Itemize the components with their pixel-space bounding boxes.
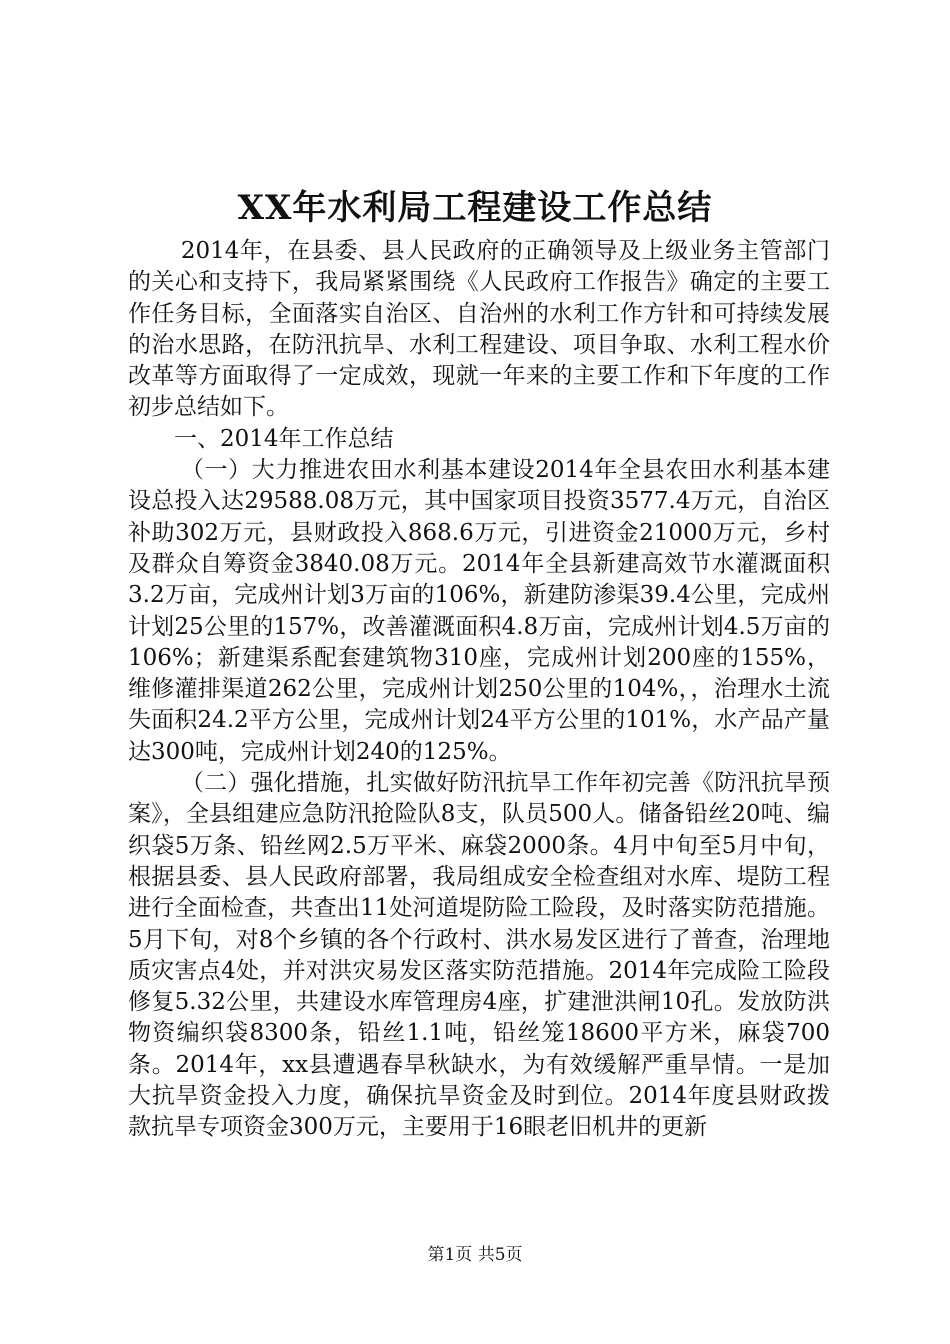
- intro-paragraph: 2014年，在县委、县人民政府的正确领导及上级业务主管部门的关心和支持下，我局紧紧围绕《人民政府工作报告》确定的主要工作任务目标，全面落实自治区、自治州的水利工作方针和可持续发展的治水思路，在防汛抗旱、水利工程建设、项目争取、水利工程水价改革等方面取得了一定成效，现就一年来的主要工作和下年度的工作初步总结如下。: [128, 238, 830, 421]
- section-heading: 一、2014年工作总结: [174, 425, 394, 452]
- document-body: [128, 236, 830, 1144]
- document-title: XX年水利局工程建设工作总结: [237, 188, 713, 228]
- page-number-footer: 第1页 共5页: [427, 1245, 523, 1265]
- section-2-paragraph: （二）强化措施，扎实做好防汛抗旱工作年初完善《防汛抗旱预案》，全县组建应急防汛抢险队8支，队员500人。储备铅丝20吨、编织袋5万条、铅丝网2.5万平米、麻袋2000条。4月中旬至5月中旬，根据县委、县人民政府部署，我局组成安全检查组对水库、堤防工程进行全面检查，共查出11处河道堤防险工险段，及时落实防范措施。5月下旬，对8个乡镇的各个行政村、洪水易发区进行了普查，治理地质灾害点4处，并对洪灾易发区落实防范措施。2014年完成险工险段修复5.32公里，共建设水库管理房4座，扩建泄洪闸10孔。发放防洪物资编织袋8300条，铅丝1.1吨，铅丝笼18600平方米，麻袋700条。2014年，xx县遭遇春旱秋缺水，为有效缓解严重旱情。一是加大抗旱资金投入力度，确保抗旱资金及时到位。2014年度县财政拨款抗旱专项资金300万元，主要用于16眼老旧机井的更新: [128, 770, 830, 1141]
- section-1-paragraph: （一）大力推进农田水利基本建设2014年全县农田水利基本建设总投入达29588.08万元，其中国家项目投资3577.4万元，自治区补助302万元，县财政投入868.6万元，引进资金21000万元，乡村及群众自筹资金3840.08万元。2014年全县新建高效节水灌溉面积3.2万亩，完成州计划3万亩的106%，新建防渗渠39.4公里，完成州计划25公里的157%，改善灌溉面积4.8万亩，完成州计划4.5万亩的106%；新建渠系配套建筑物310座，完成州计划200座的155%，维修灌排渠道262公里，完成州计划250公里的104%，，治理水土流失面积24.2平方公里，完成州计划24平方公里的101%，水产品产量达300吨，完成州计划240的125%。: [128, 457, 830, 765]
